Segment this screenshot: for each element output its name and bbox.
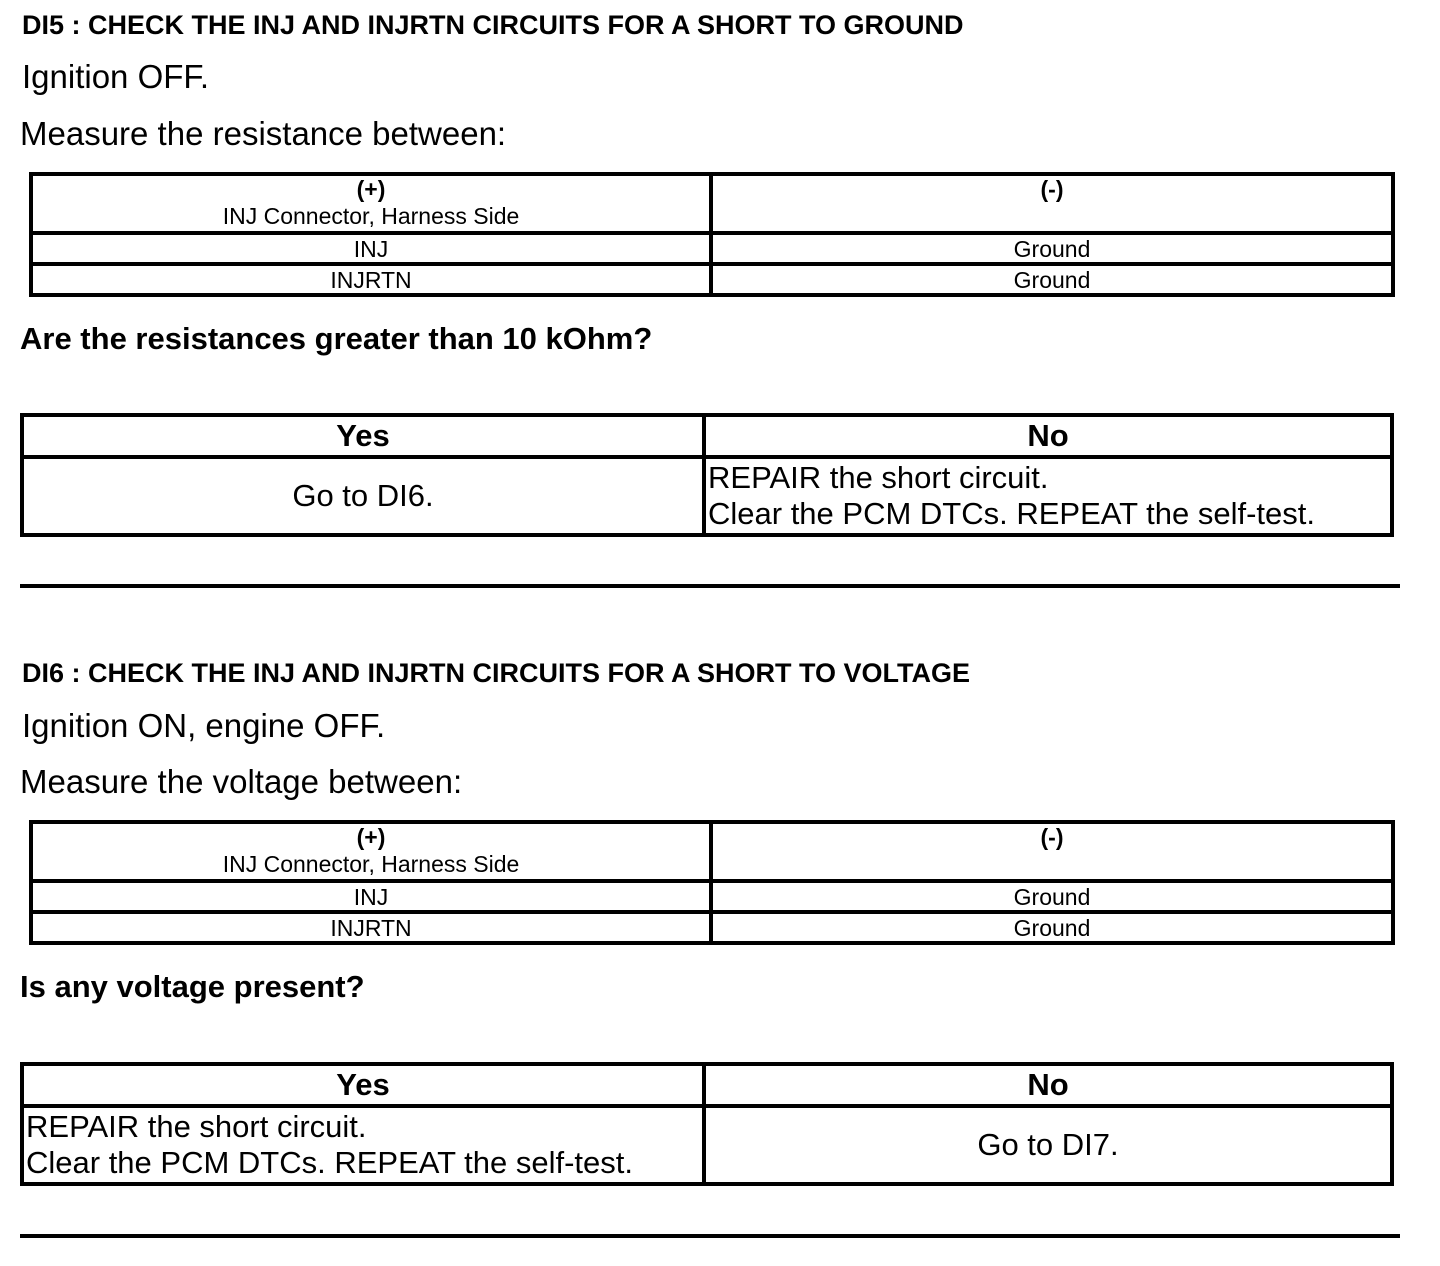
- no-action-line: REPAIR the short circuit.: [708, 460, 1049, 495]
- minus-cell: Ground: [711, 233, 1393, 264]
- minus-cell: Ground: [711, 912, 1393, 943]
- yes-action-line: Clear the PCM DTCs. REPEAT the self-test.: [26, 1145, 633, 1180]
- step-di6-title: DI6 : CHECK THE INJ AND INJRTN CIRCUITS FOR A SHORT TO VOLTAGE: [22, 658, 971, 688]
- yes-action-line: Go to DI6.: [292, 478, 434, 513]
- minus-symbol: (-): [1040, 176, 1064, 202]
- table-row: [31, 264, 1393, 295]
- plus-cell: INJRTN: [31, 264, 711, 295]
- plus-symbol: (+): [356, 824, 386, 850]
- no-header: No: [704, 1064, 1392, 1106]
- plus-description: INJ Connector, Harness Side: [222, 203, 520, 229]
- table-row: [31, 233, 1393, 264]
- step-di5-title: DI5 : CHECK THE INJ AND INJRTN CIRCUITS FOR A SHORT TO GROUND: [22, 10, 964, 40]
- yes-action: [22, 457, 704, 535]
- plus-description: INJ Connector, Harness Side: [222, 851, 520, 877]
- table-row: [31, 912, 1393, 943]
- plus-cell: INJ: [31, 233, 711, 264]
- no-action: [704, 457, 1392, 535]
- step-di5-measure-table: [29, 172, 1395, 297]
- no-header: No: [704, 415, 1392, 457]
- minus-column-header: [711, 822, 1393, 881]
- minus-cell: Ground: [711, 881, 1393, 912]
- step-di6-question: Is any voltage present?: [20, 969, 365, 1004]
- yes-action-line: REPAIR the short circuit.: [26, 1109, 367, 1144]
- table-row: [31, 881, 1393, 912]
- plus-column-header: [31, 822, 711, 881]
- step-di5-instruction-ignition: Ignition OFF.: [22, 58, 210, 95]
- minus-symbol: (-): [1040, 824, 1064, 850]
- no-action-line: Go to DI7.: [977, 1127, 1119, 1162]
- no-action-line: Clear the PCM DTCs. REPEAT the self-test.: [708, 496, 1315, 531]
- minus-cell: Ground: [711, 264, 1393, 295]
- section-divider: [20, 584, 1400, 588]
- yes-no-action-row: [22, 1106, 1392, 1184]
- section-divider: [20, 1234, 1400, 1238]
- no-action: [704, 1106, 1392, 1184]
- step-di6-instruction-ignition: Ignition ON, engine OFF.: [22, 707, 386, 744]
- step-di6-measure-table: [29, 820, 1395, 945]
- minus-column-header: [711, 174, 1393, 233]
- yes-header: Yes: [22, 1064, 704, 1106]
- plus-column-header: [31, 174, 711, 233]
- step-di5-question: Are the resistances greater than 10 kOhm?: [20, 321, 653, 356]
- yes-no-header-row: [22, 415, 1392, 457]
- step-di5-instruction-measure: Measure the resistance between:: [20, 115, 507, 152]
- yes-no-action-row: [22, 457, 1392, 535]
- plus-symbol: (+): [356, 176, 386, 202]
- plus-cell: INJRTN: [31, 912, 711, 943]
- yes-no-header-row: [22, 1064, 1392, 1106]
- measure-table-header-row: [31, 822, 1393, 881]
- step-di6-instruction-measure: Measure the voltage between:: [20, 763, 463, 800]
- step-di6-yes-no-table: [20, 1062, 1394, 1186]
- yes-header: Yes: [22, 415, 704, 457]
- plus-cell: INJ: [31, 881, 711, 912]
- yes-action: [22, 1106, 704, 1184]
- step-di5-yes-no-table: [20, 413, 1394, 537]
- measure-table-header-row: [31, 174, 1393, 233]
